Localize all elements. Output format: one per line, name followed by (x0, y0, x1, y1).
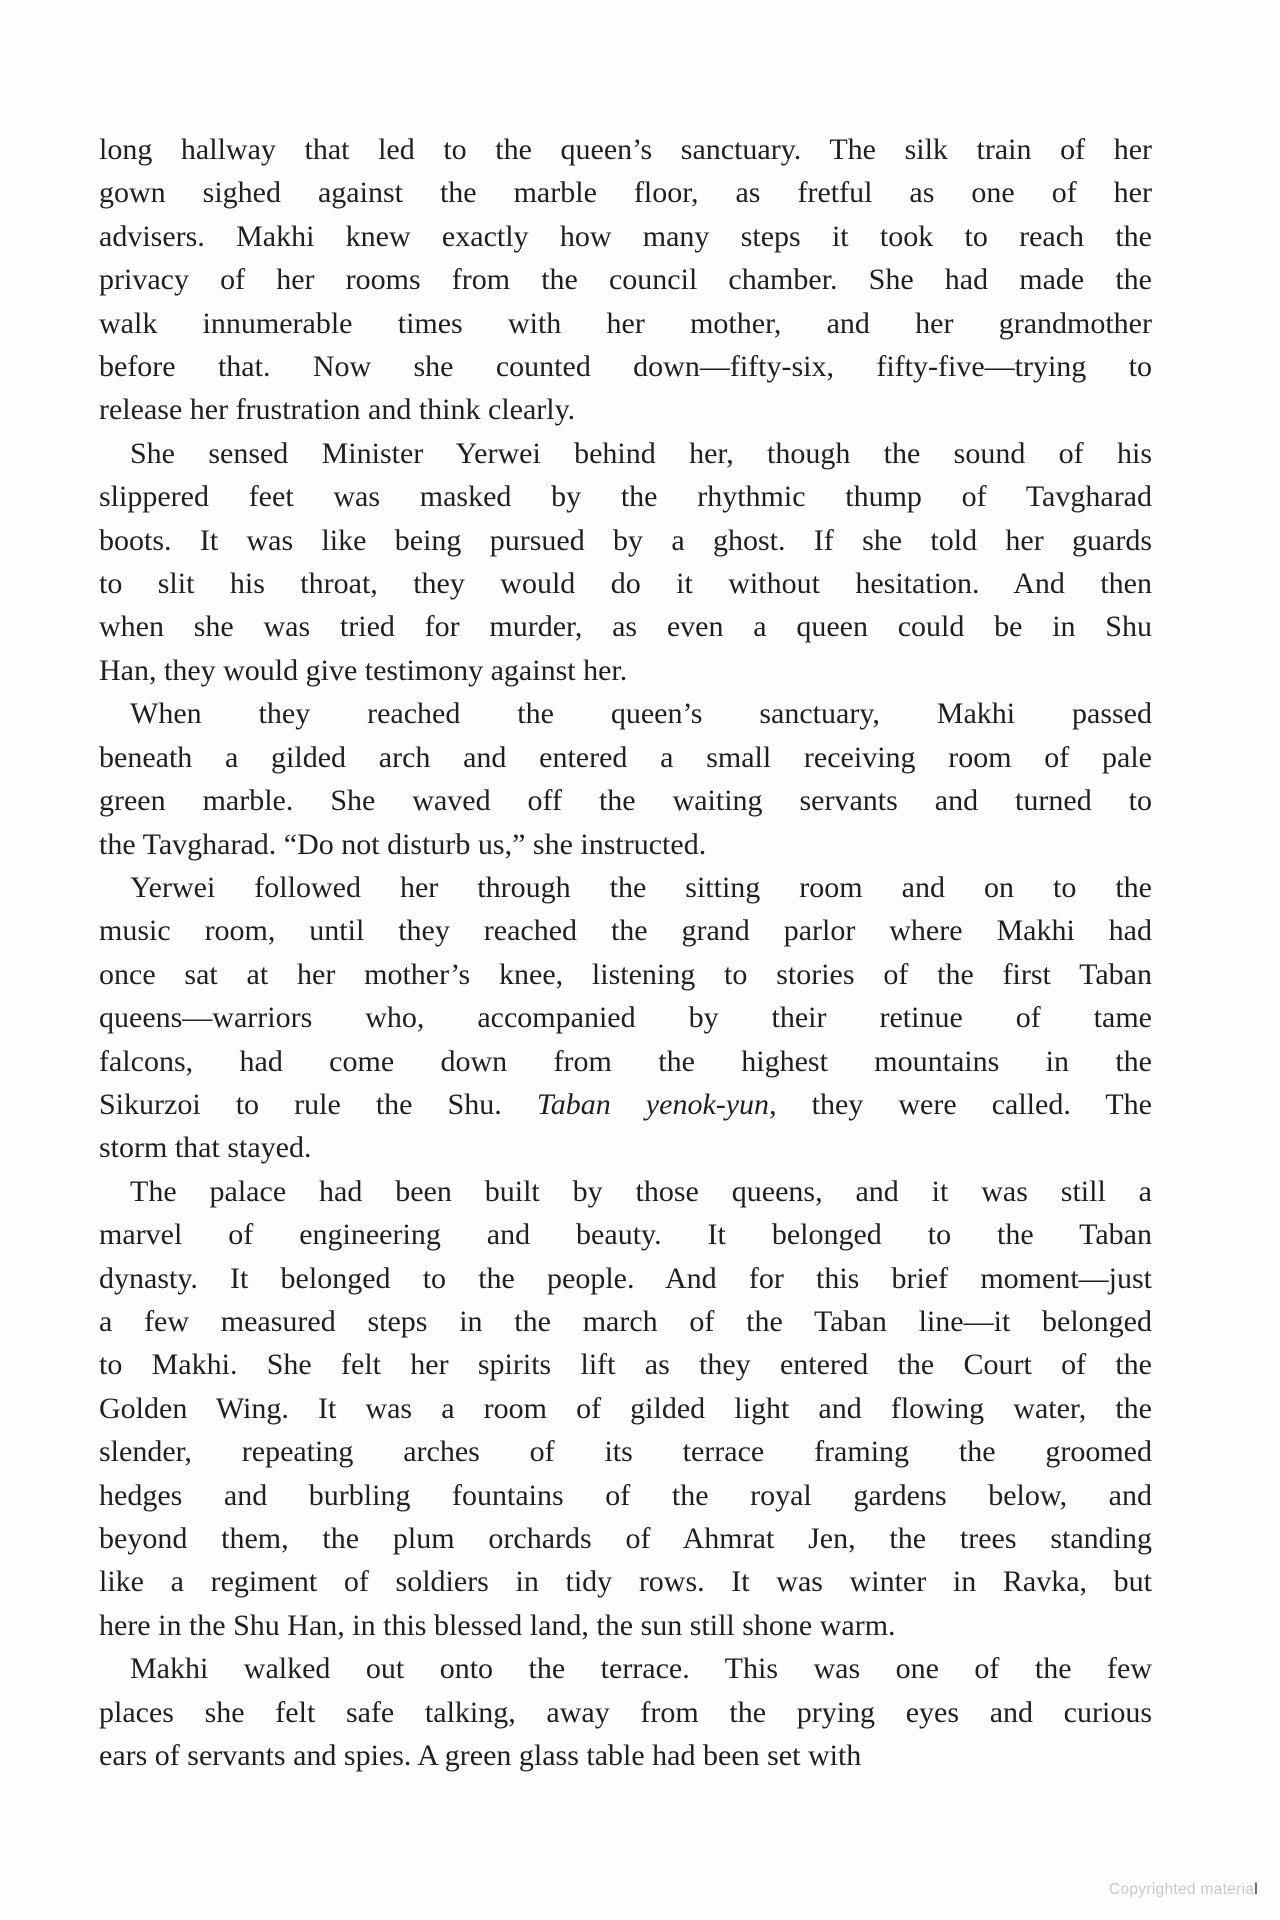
italic-phrase: Taban yenok-yun (536, 1087, 770, 1121)
paragraph (99, 1647, 1152, 1777)
text-line: When they reached the queen’s sanctuary, Makhi passed (130, 697, 1152, 731)
text-line: when she was tried for murder, as even a queen could be in Shu (99, 610, 1152, 644)
text-line: dynasty. It belonged to the people. And for this brief moment—just (99, 1261, 1152, 1295)
text-line: once sat at her mother’s knee, listening to stories of the first Taban (99, 957, 1152, 991)
text-line: boots. It was like being pursued by a ghost. If she told her guards (99, 523, 1152, 557)
text-line: to slit his throat, they would do it without hesitation. And then (99, 567, 1152, 601)
text-line: Yerwei followed her through the sitting room and on to the (130, 870, 1152, 904)
text-line: storm that stayed. (99, 1131, 312, 1165)
text-line: The palace had been built by those queens, and it was still a (130, 1174, 1152, 1208)
text-line: falcons, had come down from the highest mountains in the (99, 1044, 1152, 1078)
text-line: walk innumerable times with her mother, and her grandmother (99, 306, 1152, 340)
text-line: gown sighed against the marble floor, as fretful as one of her (99, 176, 1152, 210)
paragraph (99, 866, 1152, 1170)
text-line: before that. Now she counted down—fifty-six, fifty-five—trying to (99, 350, 1152, 384)
text-line: ears of servants and spies. A green glass table had been set with (99, 1739, 862, 1773)
text-line: long hallway that led to the queen’s sanctuary. The silk train of her (99, 133, 1152, 166)
text-segment: , they were called. The (769, 1087, 1152, 1121)
text-line: slender, repeating arches of its terrace framing the groomed (99, 1435, 1152, 1469)
text-line: to Makhi. She felt her spirits lift as they entered the Court of the (99, 1348, 1152, 1382)
text-line: queens—warriors who, accompanied by their retinue of tame (99, 1001, 1152, 1035)
paragraph (99, 692, 1152, 866)
copyright-watermark-light: Copyrighted materia (1108, 1881, 1255, 1898)
text-line: music room, until they reached the grand parlor where Makhi had (99, 914, 1152, 948)
text-line: a few measured steps in the march of the Taban line—it belonged (99, 1304, 1152, 1338)
text-line: marvel of engineering and beauty. It belonged to the Taban (99, 1218, 1152, 1252)
paragraph (99, 432, 1152, 692)
text-line: here in the Shu Han, in this blessed land, the sun still shone warm. (99, 1608, 896, 1642)
text-line: beneath a gilded arch and entered a small receiving room of pale (99, 740, 1152, 774)
text-line: green marble. She waved off the waiting servants and turned to (99, 784, 1152, 818)
text-line: advisers. Makhi knew exactly how many steps it took to reach the (99, 219, 1152, 253)
copyright-watermark-dark: l (1254, 1881, 1258, 1898)
text-line: slippered feet was masked by the rhythmic thump of Tavgharad (99, 480, 1152, 514)
text-line (99, 1083, 1152, 1126)
paragraph (99, 128, 1152, 432)
page-text-block (99, 128, 1152, 1777)
text-line: beyond them, the plum orchards of Ahmrat Jen, the trees standing (99, 1522, 1152, 1555)
text-line: places she felt safe talking, away from the prying eyes and curious (99, 1695, 1152, 1729)
copyright-watermark (1109, 1881, 1258, 1899)
text-line: privacy of her rooms from the council chamber. She had made the (99, 263, 1152, 297)
text-line: release her frustration and think clearly. (99, 393, 576, 427)
text-line: Han, they would give testimony against her. (99, 653, 628, 687)
text-segment: Sikurzoi to rule the Shu. (99, 1087, 537, 1121)
text-line: She sensed Minister Yerwei behind her, though the sound of his (130, 436, 1152, 470)
paragraph (99, 1170, 1152, 1647)
text-line: Golden Wing. It was a room of gilded light and flowing water, the (99, 1391, 1152, 1425)
text-line: hedges and burbling fountains of the royal gardens below, and (99, 1478, 1152, 1512)
text-line: Makhi walked out onto the terrace. This was one of the few (130, 1652, 1152, 1686)
text-line: like a regiment of soldiers in tidy rows. It was winter in Ravka, but (99, 1565, 1152, 1599)
text-line: the Tavgharad. “Do not disturb us,” she instructed. (99, 827, 707, 861)
